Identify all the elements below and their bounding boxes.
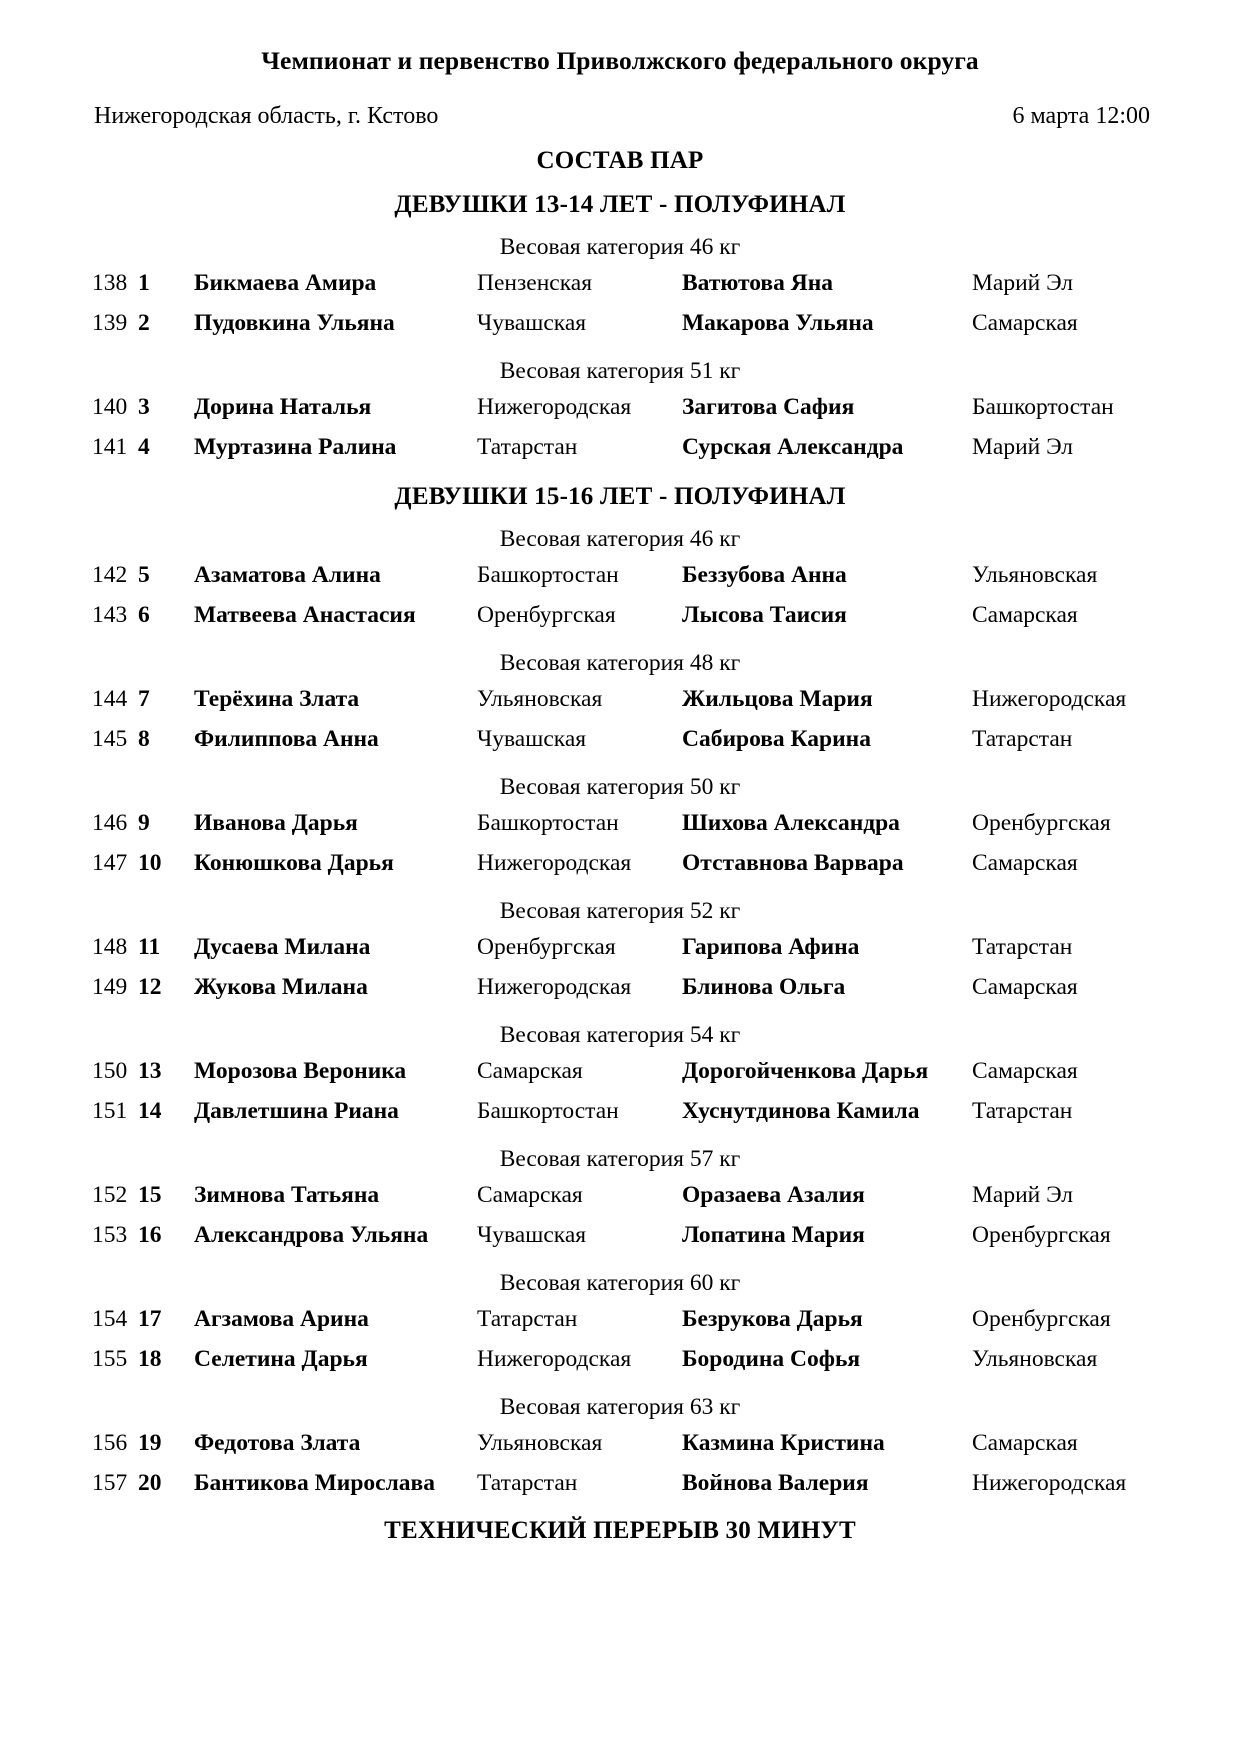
athlete-one-name: Азаматова Алина	[194, 562, 381, 589]
athlete-one-region: Пензенская	[477, 270, 592, 297]
pair-list	[80, 1423, 1160, 1503]
athlete-two-region: Оренбургская	[972, 1306, 1111, 1333]
athlete-two-name: Гарипова Афина	[682, 934, 860, 961]
pair-number: 3	[138, 394, 150, 421]
athlete-two-name: Отставнова Варвара	[682, 850, 904, 877]
athlete-two-region: Самарская	[972, 1430, 1078, 1457]
pair-number: 13	[138, 1058, 162, 1085]
athlete-one-name: Муртазина Ралина	[194, 434, 397, 461]
weight-category-label: Весовая категория 46 кг	[499, 526, 741, 553]
athlete-two-region: Самарская	[972, 974, 1078, 1001]
bib-number: 157	[92, 1470, 128, 1497]
event-datetime: 6 марта 12:00	[1012, 103, 1150, 130]
pair-number: 5	[138, 562, 150, 589]
athlete-two-region: Марий Эл	[972, 1182, 1074, 1209]
athlete-two-name: Блинова Ольга	[682, 974, 846, 1001]
bib-number: 145	[92, 726, 128, 753]
pair-row	[80, 1091, 1160, 1131]
athlete-two-name: Загитова Сафия	[682, 394, 855, 421]
athlete-one-region: Оренбургская	[477, 934, 616, 961]
athlete-two-name: Бородина Софья	[682, 1346, 861, 1373]
athlete-one-region: Самарская	[477, 1058, 583, 1085]
athlete-one-name: Дусаева Милана	[194, 934, 371, 961]
pair-row	[80, 967, 1160, 1007]
pair-row	[80, 719, 1160, 759]
athlete-two-region: Самарская	[972, 310, 1078, 337]
bib-number: 139	[92, 310, 128, 337]
pair-row	[80, 427, 1160, 467]
bib-number: 147	[92, 850, 128, 877]
athlete-two-region: Нижегородская	[972, 686, 1127, 713]
pair-row	[80, 555, 1160, 595]
athlete-one-name: Жукова Милана	[194, 974, 368, 1001]
athlete-one-name: Конюшкова Дарья	[194, 850, 394, 877]
pair-list	[80, 555, 1160, 635]
pair-row	[80, 927, 1160, 967]
pair-number: 7	[138, 686, 150, 713]
athlete-two-region: Ульяновская	[972, 1346, 1098, 1373]
pair-row	[80, 1299, 1160, 1339]
bib-number: 156	[92, 1430, 128, 1457]
athlete-one-name: Зимнова Татьяна	[194, 1182, 380, 1209]
athlete-one-name: Филиппова Анна	[194, 726, 379, 753]
bib-number: 149	[92, 974, 128, 1001]
weight-category-label: Весовая категория 52 кг	[499, 898, 741, 925]
pair-number: 19	[138, 1430, 162, 1457]
athlete-one-region: Чувашская	[477, 726, 587, 753]
athlete-one-region: Ульяновская	[477, 1430, 603, 1457]
bib-number: 148	[92, 934, 128, 961]
athlete-two-region: Нижегородская	[972, 1470, 1127, 1497]
weight-category-label: Весовая категория 51 кг	[499, 358, 741, 385]
athlete-one-region: Татарстан	[477, 1470, 578, 1497]
bib-number: 142	[92, 562, 128, 589]
pair-number: 6	[138, 602, 150, 629]
pair-number: 15	[138, 1182, 162, 1209]
athlete-two-name: Сурская Александра	[682, 434, 904, 461]
athlete-two-region: Оренбургская	[972, 810, 1111, 837]
weight-category-label: Весовая категория 50 кг	[499, 774, 741, 801]
pair-list	[80, 679, 1160, 759]
athlete-two-region: Марий Эл	[972, 434, 1074, 461]
pair-row	[80, 843, 1160, 883]
athlete-two-name: Лопатина Мария	[682, 1222, 865, 1249]
athlete-one-name: Бикмаева Амира	[194, 270, 377, 297]
pair-number: 20	[138, 1470, 162, 1497]
athlete-two-name: Хуснутдинова Камила	[682, 1098, 920, 1125]
bib-number: 152	[92, 1182, 128, 1209]
pair-number: 17	[138, 1306, 162, 1333]
athlete-one-name: Федотова Злата	[194, 1430, 361, 1457]
athlete-one-name: Агзамова Арина	[194, 1306, 369, 1333]
athlete-one-region: Нижегородская	[477, 850, 632, 877]
athlete-one-name: Пудовкина Ульяна	[194, 310, 395, 337]
bib-number: 144	[92, 686, 128, 713]
athlete-two-name: Безрукова Дарья	[682, 1306, 863, 1333]
weight-category-label: Весовая категория 63 кг	[499, 1394, 741, 1421]
pair-row	[80, 1339, 1160, 1379]
athlete-one-name: Бантикова Мирослава	[194, 1470, 435, 1497]
athlete-two-name: Жильцова Мария	[682, 686, 873, 713]
bib-number: 143	[92, 602, 128, 629]
pair-row	[80, 803, 1160, 843]
pair-row	[80, 1051, 1160, 1091]
athlete-two-region: Самарская	[972, 602, 1078, 629]
athlete-two-region: Оренбургская	[972, 1222, 1111, 1249]
athlete-two-region: Башкортостан	[972, 394, 1114, 421]
athlete-two-region: Татарстан	[972, 1098, 1073, 1125]
athlete-one-region: Башкортостан	[477, 1098, 619, 1125]
pairs-list-title: СОСТАВ ПАР	[536, 147, 704, 175]
athlete-one-region: Башкортостан	[477, 562, 619, 589]
athlete-two-region: Самарская	[972, 850, 1078, 877]
pair-list	[80, 387, 1160, 467]
event-meta-row	[80, 103, 1160, 130]
athlete-two-name: Казмина Кристина	[682, 1430, 885, 1457]
athlete-two-name: Оразаева Азалия	[682, 1182, 865, 1209]
athlete-two-name: Лысова Таисия	[682, 602, 847, 629]
pair-row	[80, 1423, 1160, 1463]
pair-row	[80, 1175, 1160, 1215]
bib-number: 154	[92, 1306, 128, 1333]
pair-number: 1	[138, 270, 150, 297]
athlete-one-region: Чувашская	[477, 1222, 587, 1249]
athlete-two-region: Марий Эл	[972, 270, 1074, 297]
pair-number: 12	[138, 974, 162, 1001]
pair-list	[80, 803, 1160, 883]
athlete-one-region: Башкортостан	[477, 810, 619, 837]
weight-category-label: Весовая категория 46 кг	[499, 234, 741, 261]
bib-number: 151	[92, 1098, 128, 1125]
athlete-one-region: Нижегородская	[477, 974, 632, 1001]
athlete-two-name: Сабирова Карина	[682, 726, 871, 753]
pair-number: 4	[138, 434, 150, 461]
pair-number: 18	[138, 1346, 162, 1373]
pair-row	[80, 303, 1160, 343]
athlete-one-region: Татарстан	[477, 434, 578, 461]
sections-container	[80, 191, 1160, 1503]
weight-category-label: Весовая категория 57 кг	[499, 1146, 741, 1173]
pair-list	[80, 1299, 1160, 1379]
athlete-two-name: Войнова Валерия	[682, 1470, 869, 1497]
athlete-one-region: Чувашская	[477, 310, 587, 337]
weight-category-label: Весовая категория 60 кг	[499, 1270, 741, 1297]
athlete-one-name: Давлетшина Риана	[194, 1098, 399, 1125]
document-title: Чемпионат и первенство Приволжского федерального округа	[261, 46, 979, 75]
pair-row	[80, 387, 1160, 427]
bib-number: 141	[92, 434, 128, 461]
pair-row	[80, 595, 1160, 635]
athlete-one-region: Нижегородская	[477, 394, 632, 421]
athlete-two-name: Дорогойченкова Дарья	[682, 1058, 929, 1085]
pair-number: 16	[138, 1222, 162, 1249]
age-category-title: ДЕВУШКИ 13-14 ЛЕТ - ПОЛУФИНАЛ	[394, 191, 846, 219]
pair-number: 2	[138, 310, 150, 337]
pair-list	[80, 1051, 1160, 1131]
athlete-one-region: Оренбургская	[477, 602, 616, 629]
pair-number: 14	[138, 1098, 162, 1125]
pair-list	[80, 1175, 1160, 1255]
weight-category-label: Весовая категория 48 кг	[499, 650, 741, 677]
bib-number: 155	[92, 1346, 128, 1373]
athlete-one-name: Морозова Вероника	[194, 1058, 407, 1085]
pair-row	[80, 1463, 1160, 1503]
pair-number: 10	[138, 850, 162, 877]
athlete-two-name: Шихова Александра	[682, 810, 900, 837]
weight-category-label: Весовая категория 54 кг	[499, 1022, 741, 1049]
pair-row	[80, 263, 1160, 303]
athlete-one-name: Александрова Ульяна	[194, 1222, 429, 1249]
athlete-one-name: Терёхина Злата	[194, 686, 360, 713]
pair-list	[80, 927, 1160, 1007]
athlete-one-name: Дорина Наталья	[194, 394, 372, 421]
event-location: Нижегородская область, г. Кстово	[94, 103, 439, 130]
pair-row	[80, 1215, 1160, 1255]
pair-number: 9	[138, 810, 150, 837]
athlete-one-region: Самарская	[477, 1182, 583, 1209]
pair-list	[80, 263, 1160, 343]
athlete-one-region: Татарстан	[477, 1306, 578, 1333]
athlete-two-region: Татарстан	[972, 934, 1073, 961]
bib-number: 140	[92, 394, 128, 421]
technical-break-note: ТЕХНИЧЕСКИЙ ПЕРЕРЫВ 30 МИНУТ	[384, 1517, 856, 1545]
athlete-two-name: Беззубова Анна	[682, 562, 847, 589]
pair-number: 8	[138, 726, 150, 753]
athlete-one-name: Матвеева Анастасия	[194, 602, 416, 629]
athlete-two-name: Макарова Ульяна	[682, 310, 874, 337]
bib-number: 150	[92, 1058, 128, 1085]
athlete-one-region: Ульяновская	[477, 686, 603, 713]
athlete-two-name: Ватютова Яна	[682, 270, 833, 297]
bib-number: 138	[92, 270, 128, 297]
pair-row	[80, 679, 1160, 719]
athlete-two-region: Ульяновская	[972, 562, 1098, 589]
age-category-title: ДЕВУШКИ 15-16 ЛЕТ - ПОЛУФИНАЛ	[394, 483, 846, 511]
athlete-two-region: Татарстан	[972, 726, 1073, 753]
pair-number: 11	[138, 934, 161, 961]
athlete-one-region: Нижегородская	[477, 1346, 632, 1373]
athlete-one-name: Селетина Дарья	[194, 1346, 368, 1373]
athlete-two-region: Самарская	[972, 1058, 1078, 1085]
bib-number: 146	[92, 810, 128, 837]
bib-number: 153	[92, 1222, 128, 1249]
athlete-one-name: Иванова Дарья	[194, 810, 358, 837]
